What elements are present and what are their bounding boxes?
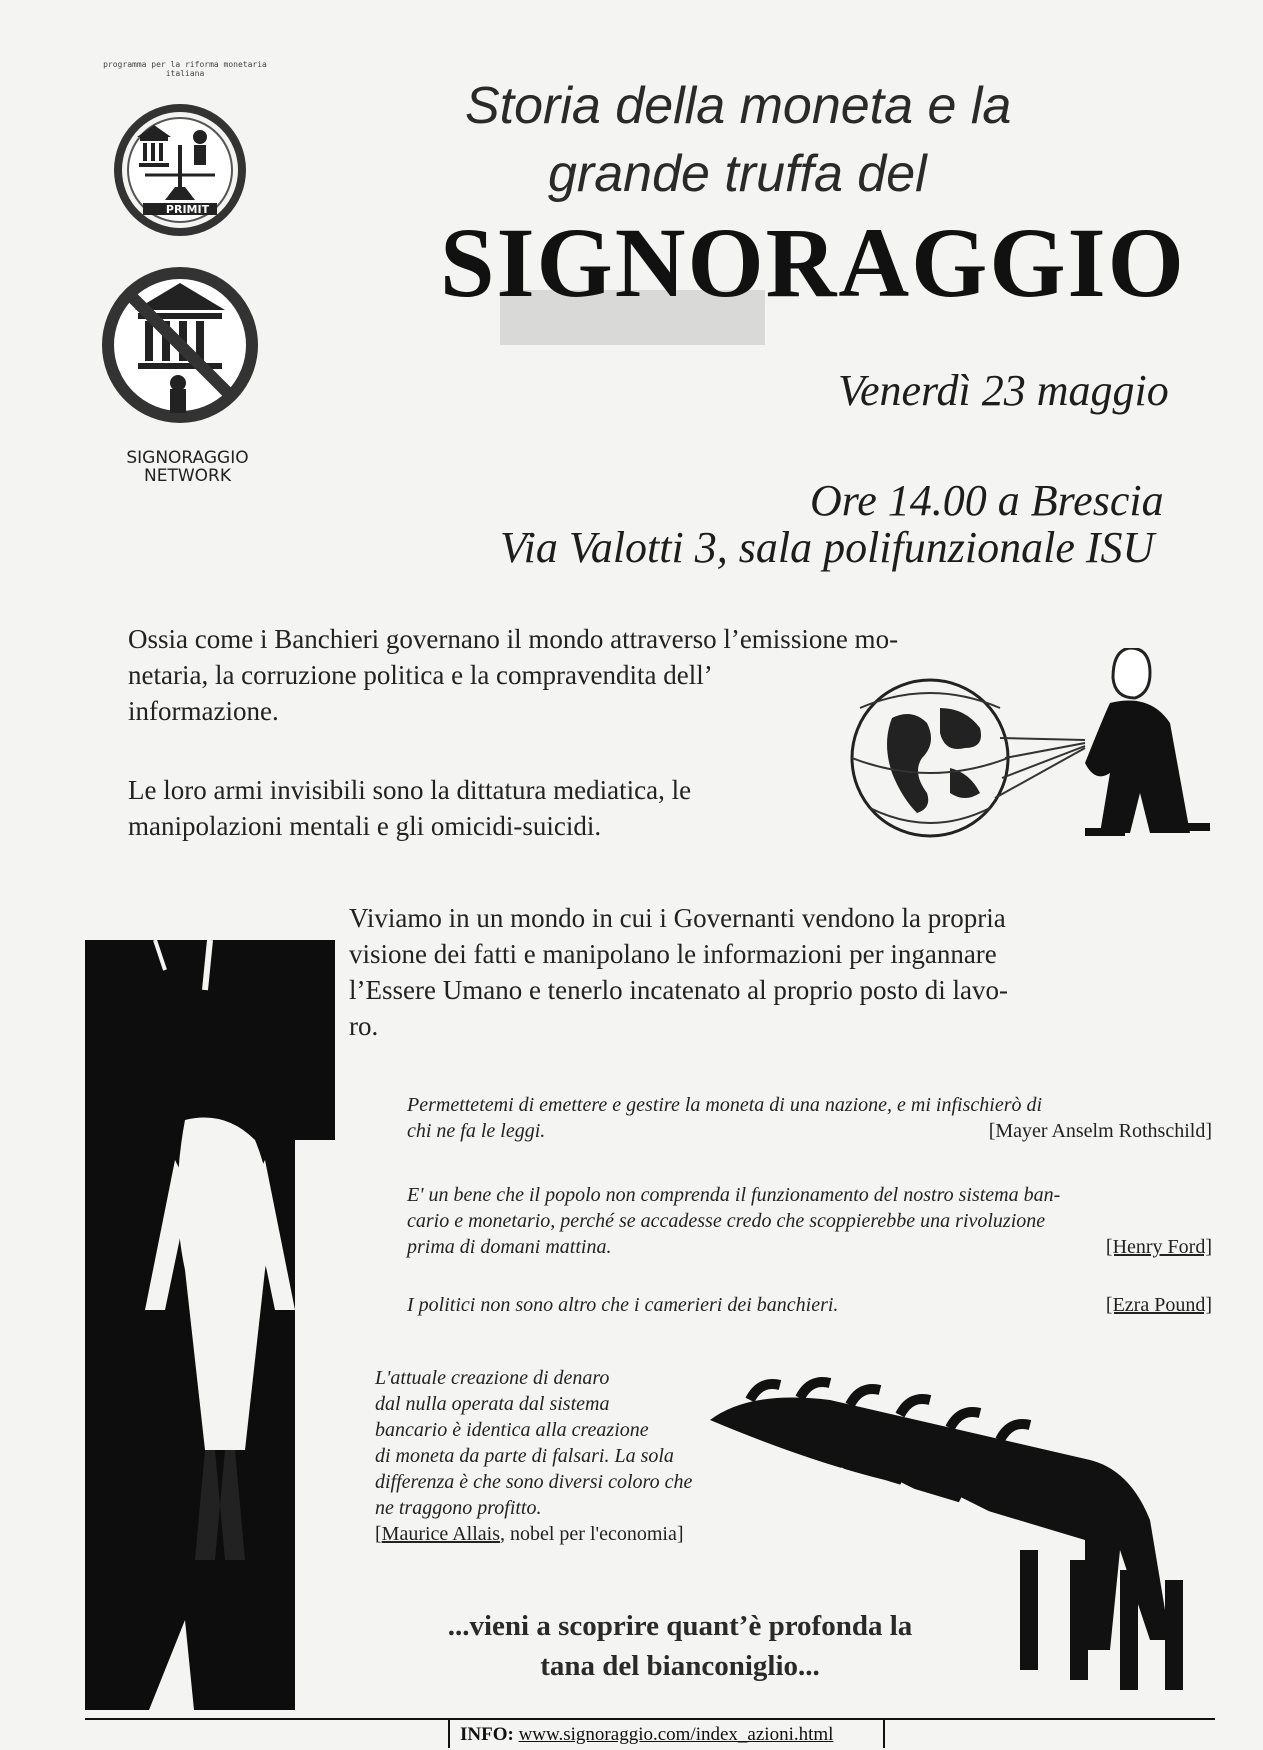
quote-rothschild: Permettetemi di emettere e gestire la moneta di una nazione, e mi infischierò di chi ne fa le leggi. [Mayer Anselm Rothschild] [407, 1094, 1212, 1142]
rothschild-attribution: [Mayer Anselm Rothschild] [988, 1120, 1212, 1142]
primit-ring-text: programma per la riforma monetaria italiana [103, 60, 267, 78]
event-address: Via Valotti 3, sala polifunzionale ISU [500, 523, 1155, 572]
info-box [448, 1718, 885, 1748]
world-paragraph: Viviamo in un mondo in cui i Governanti vendono la propria visione dei fatti e manipolano le informazioni per ingannare l’Essere Umano e tenerlo incatenato al proprio posto di lavo- ro. [349, 903, 1009, 1041]
info-url-link[interactable]: www.signoraggio.com/index_azioni.html [518, 1724, 834, 1745]
banned-bank-icon [100, 265, 270, 435]
weapons-paragraph: Le loro armi invisibili sono la dittatura mediatica, le manipolazioni mentali e gli omicidi-suicidi. [128, 775, 692, 841]
pound-attribution-link[interactable]: [Ezra Pound] [1105, 1294, 1212, 1316]
title-signoraggio: SIGNORAGGIO [440, 207, 1186, 318]
closing-message: ...vieni a scoprire quant’è profonda la tana del bianconiglio... [447, 1610, 913, 1682]
info-label: INFO: [460, 1724, 514, 1745]
signoraggio-network-label: SIGNORAGGIO NETWORK [126, 448, 249, 486]
title-line-2: grande truffa del [548, 145, 927, 203]
title-line-1: Storia della moneta e la [465, 77, 1012, 135]
prisoner-illustration [85, 940, 335, 1710]
allais-attribution-link[interactable]: Maurice Allais [381, 1523, 500, 1545]
banker-globe-illustration [830, 648, 1220, 848]
signoraggio-network-logo [100, 265, 270, 435]
quote-allais: L'attuale creazione di denaro dal nulla operata dal sistema bancario è identica alla creazione di moneta da parte di falsari. La sola differenza è che sono diversi coloro che ne traggono profitto. [Maurice Allais, nobel per l'economia] [375, 1367, 693, 1545]
banker-dragging-globe-icon [830, 648, 1220, 848]
ford-attribution-link[interactable]: [Henry Ford] [1105, 1236, 1212, 1258]
chained-man-icon [85, 940, 335, 1710]
event-time-place: Ore 14.00 a Brescia [810, 476, 1164, 525]
primit-emblem [85, 75, 285, 275]
quote-pound: I politici non sono altro che i camerieri dei banchieri. [Ezra Pound] [407, 1294, 1212, 1316]
primit-logo [85, 75, 285, 275]
primit-badge: PRIMIT [165, 203, 210, 216]
quote-ford: E' un bene che il popolo non comprenda il funzionamento del nostro sistema ban- cario e monetario, perché se accadesse credo che scoppierebbe una rivoluzione prima di domani mattina. [Henry Ford] [407, 1184, 1212, 1258]
event-date: Venerdì 23 maggio [838, 366, 1169, 415]
intro-paragraph: Ossia come i Banchieri governano il mondo attraverso l’emissione mo- netaria, la corruzione politica e la compravendita dell’ informazione. [128, 624, 899, 726]
